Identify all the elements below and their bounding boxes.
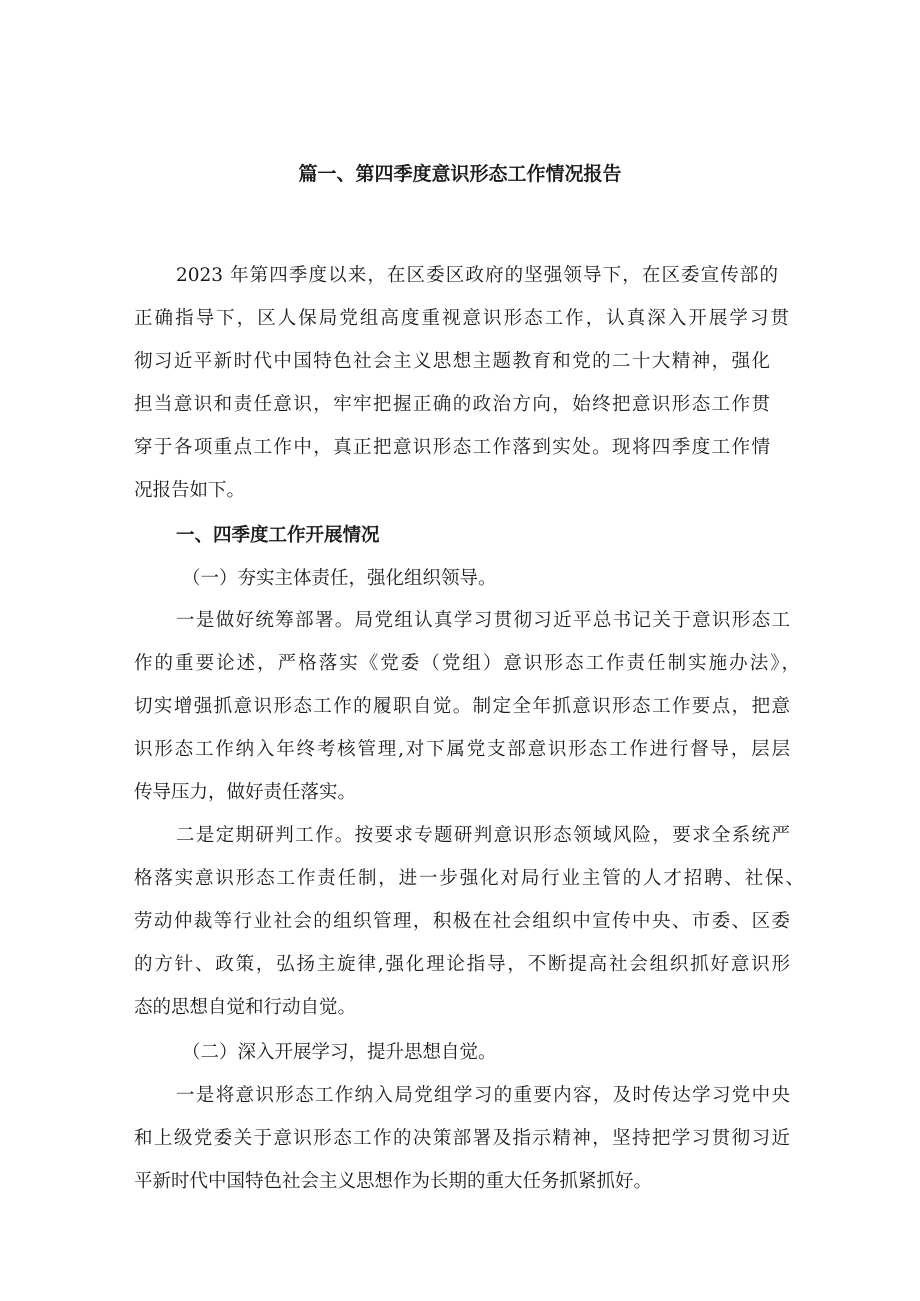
section-heading: 一、四季度工作开展情况 <box>176 525 380 546</box>
body-line: 识形态工作纳入年终考核管理,对下属党支部意识形态工作进行督导，层层 <box>134 739 790 760</box>
body-line: 和上级党委关于意识形态工作的决策部署及指示精神，坚持把学习贯彻习近 <box>134 1128 790 1149</box>
body-line: 穿于各项重点工作中，真正把意识形态工作落到实处。现将四季度工作情 <box>134 437 770 458</box>
subsection-heading: （二）深入开展学习，提升思想自觉。 <box>182 1042 497 1063</box>
body-line: 平新时代中国特色社会主义思想作为长期的重大任务抓紧抓好。 <box>134 1171 653 1192</box>
body-line: 一是做好统筹部署。局党组认真学习贯彻习近平总书记关于意识形态工 <box>176 610 790 631</box>
body-line: 彻习近平新时代中国特色社会主义思想主题教育和党的二十大精神，强化 <box>134 351 770 372</box>
body-line: 正确指导下，区人保局党组高度重视意识形态工作，认真深入开展学习贯 <box>134 308 789 329</box>
body-line: 一是将意识形态工作纳入局党组学习的重要内容，及时传达学习党中央 <box>176 1085 790 1106</box>
body-line: 传导压力，做好责任落实。 <box>134 782 357 803</box>
body-line: 2023 年第四季度以来，在区委区政府的坚强领导下，在区委宣传部的 <box>176 265 778 286</box>
body-line: 作的重要论述，严格落实《党委（党组）意识形态工作责任制实施办法》， <box>134 653 800 674</box>
body-line: 切实增强抓意识形态工作的履职自觉。制定全年抓意识形态工作要点，把意 <box>134 696 790 717</box>
body-line: 担当意识和责任意识，牢牢把握正确的政治方向，始终把意识形态工作贯 <box>134 394 770 415</box>
document-title: 篇一、第四季度意识形态工作情况报告 <box>298 163 622 185</box>
body-line: 态的思想自觉和行动自觉。 <box>134 997 357 1018</box>
body-line: 二是定期研判工作。按要求专题研判意识形态领域风险，要求全系统严 <box>176 825 790 846</box>
subsection-heading: （一）夯实主体责任，强化组织领导。 <box>182 568 497 589</box>
body-line: 劳动仲裁等行业社会的组织管理，积极在社会组织中宣传中央、市委、区委 <box>134 911 790 932</box>
body-line: 格落实意识形态工作责任制，进一步强化对局行业主管的人才招聘、社保、 <box>134 868 804 889</box>
body-line: 况报告如下。 <box>134 480 246 501</box>
body-line: 的方针、政策，弘扬主旋律,强化理论指导，不断提高社会组织抓好意识形 <box>134 954 790 975</box>
